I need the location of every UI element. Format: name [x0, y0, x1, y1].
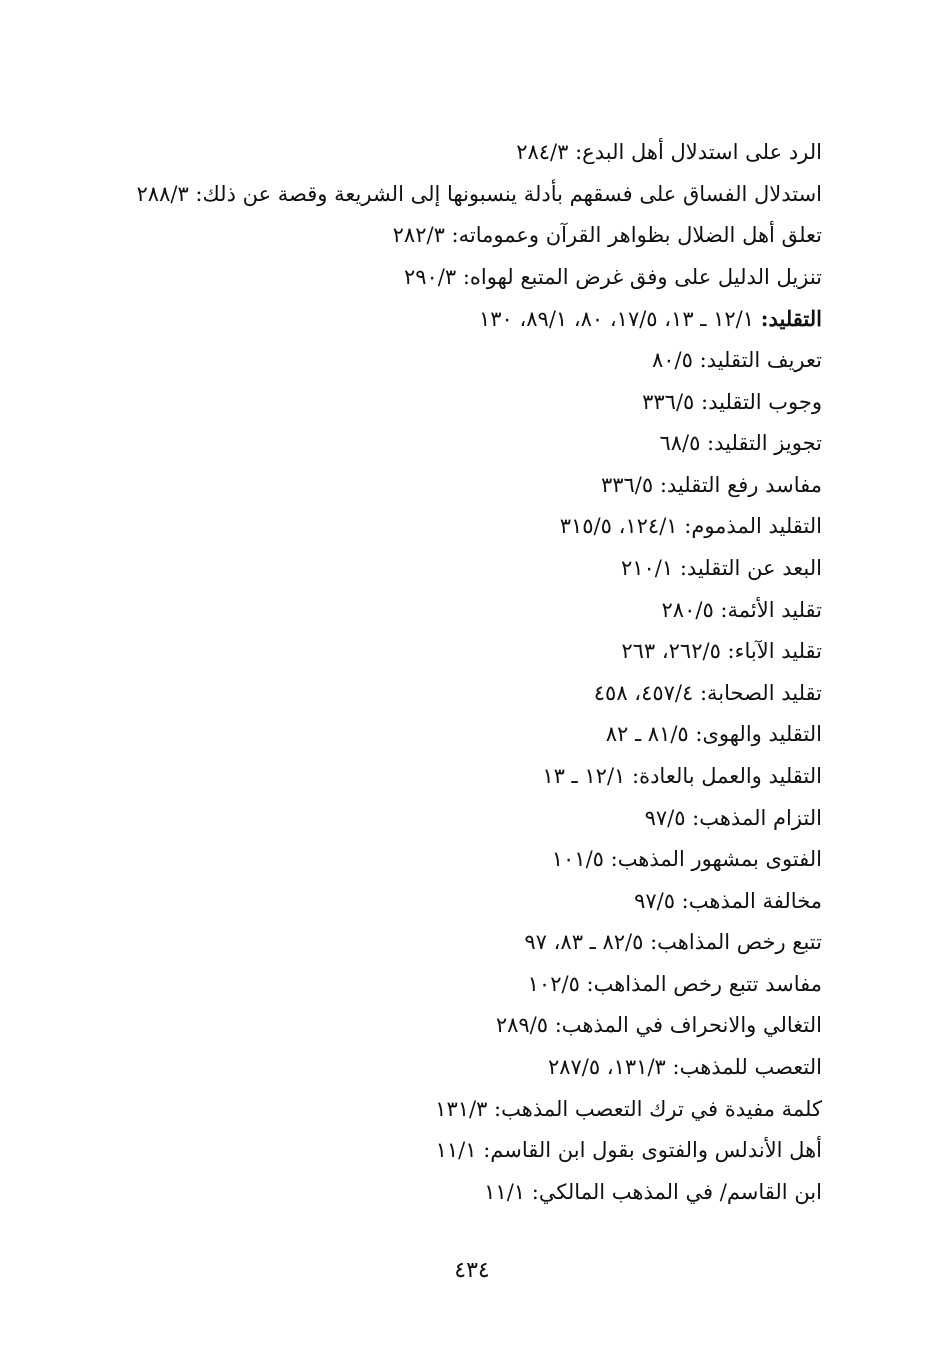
index-sub-entry: مفاسد تتبع رخص المذاهب: ١٠٢/٥	[527, 971, 822, 996]
index-sub-entry: التزام المذهب: ٩٧/٥	[644, 805, 822, 830]
index-sub-entry: التقليد المذموم: ١٢٤/١، ٣١٥/٥	[559, 514, 822, 539]
index-sub-entry: الفتوى بمشهور المذهب: ١٠١/٥	[551, 847, 822, 872]
index-entry: تعلق أهل الضلال بظواهر القرآن وعموماته: ٢٨٢/٣	[392, 223, 822, 248]
page-number: ٤٣٤	[454, 1258, 490, 1283]
index-sub-entry: تقليد الأئمة: ٢٨٠/٥	[661, 597, 822, 622]
index-sub-entry: مخالفة المذهب: ٩٧/٥	[634, 888, 822, 913]
index-sub-entry: كلمة مفيدة في ترك التعصب المذهب: ١٣١/٣	[435, 1096, 822, 1121]
index-sub-entry: التقليد والهوى: ٨١/٥ ـ ٨٢	[605, 722, 822, 747]
index-sub-entry: تعريف التقليد: ٨٠/٥	[652, 347, 822, 372]
index-heading-entry	[122, 298, 822, 340]
index-sub-entry: تتبع رخص المذاهب: ٨٢/٥ ـ ٨٣، ٩٧	[524, 930, 822, 955]
index-sub-entry: تقليد الآباء: ٢٦٢/٥، ٢٦٣	[621, 639, 822, 664]
index-sub-entry: تجويز التقليد: ٦٨/٥	[659, 431, 822, 456]
index-entry: الرد على استدلال أهل البدع: ٢٨٤/٣	[516, 140, 822, 164]
index-sub-entry: أهل الأندلس والفتوى بقول ابن القاسم: ١١/١	[435, 1138, 822, 1163]
index-heading-refs: ١٢/١ ـ ١٣، ١٧/٥، ٨٠، ٨٩/١، ١٣٠	[478, 307, 755, 332]
index-heading-term: التقليد:	[760, 306, 822, 332]
index-sub-entry: ابن القاسم/ في المذهب المالكي: ١١/١	[484, 1179, 822, 1204]
subject-index-list	[122, 132, 822, 1213]
index-sub-entry: تقليد الصحابة: ٤٥٧/٤، ٤٥٨	[593, 680, 822, 705]
index-sub-entry: التقليد والعمل بالعادة: ١٢/١ ـ ١٣	[542, 763, 822, 788]
index-entry: استدلال الفساق على فسقهم بأدلة ينسبونها إلى الشريعة وقصة عن ذلك: ٢٨٨/٣	[136, 181, 822, 206]
index-sub-entry: البعد عن التقليد: ٢١٠/١	[620, 555, 822, 580]
index-sub-entry: مفاسد رفع التقليد: ٣٣٦/٥	[600, 472, 822, 497]
index-sub-entry: وجوب التقليد: ٣٣٦/٥	[642, 389, 822, 414]
index-entry: تنزيل الدليل على وفق غرض المتبع لهواه: ٢٩٠/٣	[403, 264, 822, 289]
index-sub-entry: التغالي والانحراف في المذهب: ٢٨٩/٥	[495, 1013, 822, 1038]
index-sub-entry: التعصب للمذهب: ١٣١/٣، ٢٨٧/٥	[547, 1055, 822, 1080]
